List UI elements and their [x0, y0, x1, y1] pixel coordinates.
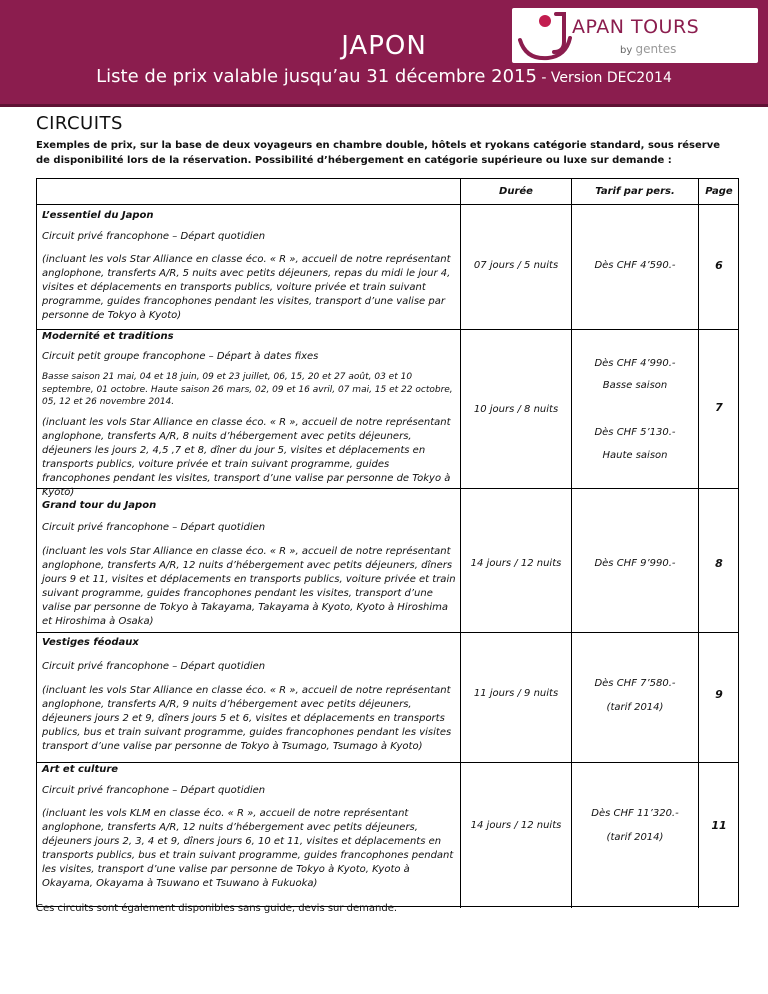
- row-2-duree: 10 jours / 8 nuits: [473, 404, 559, 415]
- row-5-name: Art et culture: [42, 764, 119, 775]
- row-3-duree: 14 jours / 12 nuits: [470, 558, 562, 569]
- price-list-subtitle: [0, 66, 768, 87]
- row-3-description: (incluant les vols Star Alliance en classe éco. « R », accueil de notre représentant anglophone, transferts A/R, 12 nuits d’hébergement avec petits déjeuners, dîners jours 9 et 11, visites et déplacements en transports publics, voiture privée et train suivant programme, guides francophones pendant les visites, transport d’une valise par personne de Tokyo à Takayama, Takayama à Kyoto, Kyoto à Hiroshima et Hiroshima à Osaka): [42, 546, 456, 627]
- version-text: - Version DEC2014: [536, 70, 672, 86]
- logo-by-word: by: [620, 45, 633, 56]
- row-2-page: 7: [715, 401, 723, 414]
- row-4-name: Vestiges féodaux: [42, 637, 139, 648]
- row-1-description: (incluant les vols Star Alliance en classe éco. « R », accueil de notre représentant anglophone, transferts A/R, 5 nuits avec petits déjeuners, repas du midi le jour 4, visites et déplacements en transports publics, voiture privée et train suivant programme, guides francophones pendant les visites, transport d’une valise par personne de Tokyo à Kyoto): [42, 254, 451, 321]
- row-5-duree: 14 jours / 12 nuits: [470, 820, 562, 831]
- col-divider: [460, 179, 461, 908]
- row-3-page: 8: [715, 557, 723, 570]
- logo-brand-text: APAN TOURS: [572, 16, 700, 38]
- row-2-type: Circuit petit groupe francophone – Départ à dates fixes: [42, 351, 319, 362]
- row-4-page: 9: [715, 688, 723, 701]
- row-5-type: Circuit privé francophone – Départ quotidien: [42, 785, 266, 796]
- section-intro: Exemples de prix, sur la base de deux voyageurs en chambre double, hôtels et ryokans catégorie standard, sous réserve de disponibilité lors de la réservation. Possibilité d’hébergement en catégorie supérieure ou luxe sur demande :: [36, 140, 721, 166]
- row-4-tarif-note: (tarif 2014): [606, 702, 664, 713]
- row-5-tarif-note: (tarif 2014): [606, 832, 664, 843]
- logo-by-text: [620, 42, 676, 56]
- row-2-tarif-low-note: Basse saison: [602, 380, 668, 391]
- row-2-dates: Basse saison 21 mai, 04 et 18 juin, 09 et 23 juillet, 06, 15, 20 et 27 août, 03 et 10 septembre, 01 octobre. Haute saison 26 mars, 02, 09 et 16 avril, 07 mai, 15 et 22 octobre, 05, 12 et 26 novembre 2014.: [42, 372, 453, 407]
- header-banner: [0, 0, 768, 107]
- row-2-description: (incluant les vols Star Alliance en classe éco. « R », accueil de notre représentant anglophone, transferts A/R, 8 nuits d’hébergement avec petits déjeuners, déjeuners les jours 2, 4,5 ,7 et 8, dîner du jour 5, visites et déplacements en transports publics, voiture privée et train suivant programme, guides francophones pendant les visites, transport d’une valise par personne de Tokyo à Kyoto): [42, 417, 451, 498]
- row-3-name: Grand tour du Japon: [42, 500, 157, 511]
- row-5-tarif: Dès CHF 11’320.-: [591, 808, 679, 819]
- row-5-description: (incluant les vols KLM en classe éco. « R », accueil de notre représentant anglophone, transferts A/R, 12 nuits d’hébergement avec petits déjeuners, déjeuners jours 2, 3, 4 et 9, dîners jours 6, 10 et 11, visites et déplacements en transports publics, bus et train suivant programme, guides francophones pendant les visites, transport d’une valise par personne de Tokyo à Kyoto, Kyoto à Okayama, Okayama à Tsuwano et Tsuwano à Fukuoka): [42, 808, 454, 889]
- row-divider: [37, 632, 738, 633]
- row-5-page: 11: [711, 819, 727, 832]
- row-1-name: L’essentiel du Japon: [42, 210, 154, 221]
- subtitle-text: Liste de prix valable jusqu’au 31 décembre 2015: [96, 66, 537, 87]
- row-4-tarif: Dès CHF 7’580.-: [594, 678, 676, 689]
- row-3-type: Circuit privé francophone – Départ quotidien: [42, 522, 266, 533]
- footnote: Ces circuits sont également disponibles sans guide, devis sur demande.: [36, 903, 398, 914]
- header-duree: Durée: [499, 186, 533, 197]
- row-4-description: (incluant les vols Star Alliance en classe éco. « R », accueil de notre représentant anglophone, transferts A/R, 9 nuits d’hébergement avec petits déjeuners, déjeuners jours 2 et 9, dîners jours 5 et 6, visites et déplacements en transports publics, bus et train suivant programme, guides francophones pendant les visites transport d’une valise par personne de Tokyo à Tsumago, Tsumago à Kyoto): [42, 685, 452, 752]
- row-2-tarif-low: Dès CHF 4’990.-: [594, 358, 676, 369]
- row-1-duree: 07 jours / 5 nuits: [473, 260, 559, 271]
- row-2-tarif-high: Dès CHF 5’130.-: [594, 427, 676, 438]
- row-2-tarif-high-note: Haute saison: [602, 450, 668, 461]
- header-page: Page: [705, 186, 733, 197]
- row-1-page: 6: [715, 259, 723, 272]
- row-4-type: Circuit privé francophone – Départ quotidien: [42, 661, 266, 672]
- section-title: CIRCUITS: [36, 113, 123, 134]
- row-1-tarif: Dès CHF 4’590.-: [594, 260, 676, 271]
- logo-partner: gentes: [635, 42, 677, 56]
- header-tarif: Tarif par pers.: [595, 186, 675, 197]
- row-4-duree: 11 jours / 9 nuits: [473, 688, 559, 699]
- japan-tours-logo: [512, 8, 758, 63]
- col-divider: [698, 179, 699, 908]
- row-2-name: Modernité et traditions: [42, 331, 174, 342]
- row-1-type: Circuit privé francophone – Départ quotidien: [42, 231, 266, 242]
- col-divider: [571, 179, 572, 908]
- circuits-table: [36, 178, 739, 907]
- row-3-tarif: Dès CHF 9’990.-: [594, 558, 676, 569]
- row-divider: [37, 204, 738, 205]
- page-title: JAPON: [341, 31, 427, 61]
